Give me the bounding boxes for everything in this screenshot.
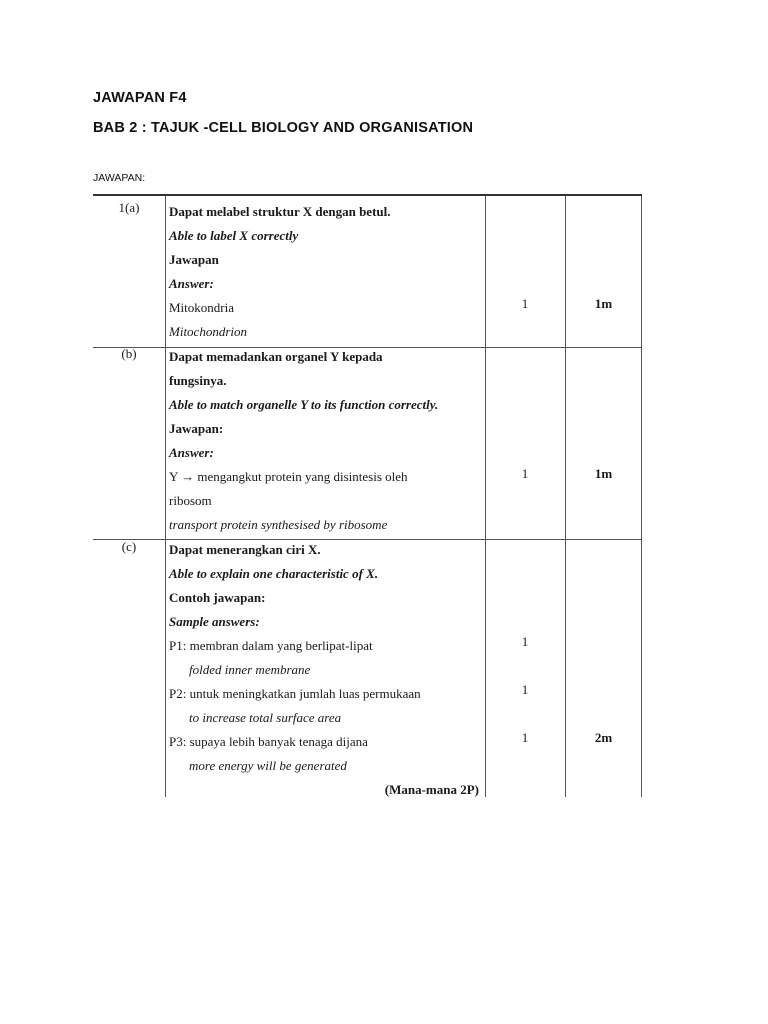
question-number: 1(a) — [118, 200, 140, 215]
page-title: JAWAPAN F4 — [93, 90, 187, 106]
answer-cell — [169, 538, 479, 802]
question-number: (c) — [121, 539, 137, 554]
answer-table — [93, 194, 642, 797]
answer-heading: Contoh jawapan: — [169, 590, 266, 605]
point-text: P1: membran dalam yang berlipat-lipat — [169, 638, 373, 653]
total-mark: 1m — [594, 296, 613, 311]
point-text-en: to increase total surface area — [189, 710, 342, 725]
answer-text-en: Mitochondrion — [169, 324, 247, 339]
answer-heading: Jawapan — [169, 252, 219, 267]
page-subtitle: BAB 2 : TAJUK -CELL BIOLOGY AND ORGANISATION — [93, 120, 474, 136]
point-text: P3: supaya lebih banyak tenaga dijana — [169, 734, 368, 749]
answer-text: Y → mengangkut protein yang disintesis oleh — [169, 469, 408, 484]
mark-value: 1 — [521, 730, 529, 745]
column-divider — [165, 196, 166, 797]
any-two-points-note: (Mana-mana 2P) — [384, 782, 479, 797]
answer-label: JAWAPAN: — [93, 172, 146, 184]
criteria-text-en: Able to match organelle Y to its function correctly. — [169, 397, 439, 412]
criteria-text: Dapat memadankan organel Y kepada — [169, 349, 383, 364]
answer-text: ribosom — [169, 493, 212, 508]
answer-heading-en: Answer: — [169, 276, 214, 291]
point-text-en: folded inner membrane — [189, 662, 311, 677]
mark-value: 1 — [521, 682, 529, 697]
answer-cell — [169, 200, 479, 344]
mark-value: 1 — [521, 296, 529, 311]
answer-heading-en: Answer: — [169, 445, 214, 460]
criteria-text-en: Able to label X correctly — [169, 228, 299, 243]
answer-heading-en: Sample answers: — [169, 614, 260, 629]
answer-cell — [169, 345, 479, 537]
column-divider — [565, 196, 566, 797]
mark-value: 1 — [521, 466, 529, 481]
criteria-text: Dapat melabel struktur X dengan betul. — [169, 204, 391, 219]
criteria-text: Dapat menerangkan ciri X. — [169, 542, 321, 557]
criteria-text: fungsinya. — [169, 373, 227, 388]
answer-text: Mitokondria — [169, 300, 234, 315]
total-mark: 2m — [594, 730, 613, 745]
total-mark: 1m — [594, 466, 613, 481]
answer-text-en: transport protein synthesised by ribosome — [169, 517, 388, 532]
point-text: P2: untuk meningkatkan jumlah luas permukaan — [169, 686, 421, 701]
column-divider — [641, 196, 642, 797]
answer-heading: Jawapan: — [169, 421, 224, 436]
point-text-en: more energy will be generated — [189, 758, 347, 773]
mark-value: 1 — [521, 634, 529, 649]
criteria-text-en: Able to explain one characteristic of X. — [169, 566, 379, 581]
question-number: (b) — [121, 346, 137, 361]
column-divider — [485, 196, 486, 797]
